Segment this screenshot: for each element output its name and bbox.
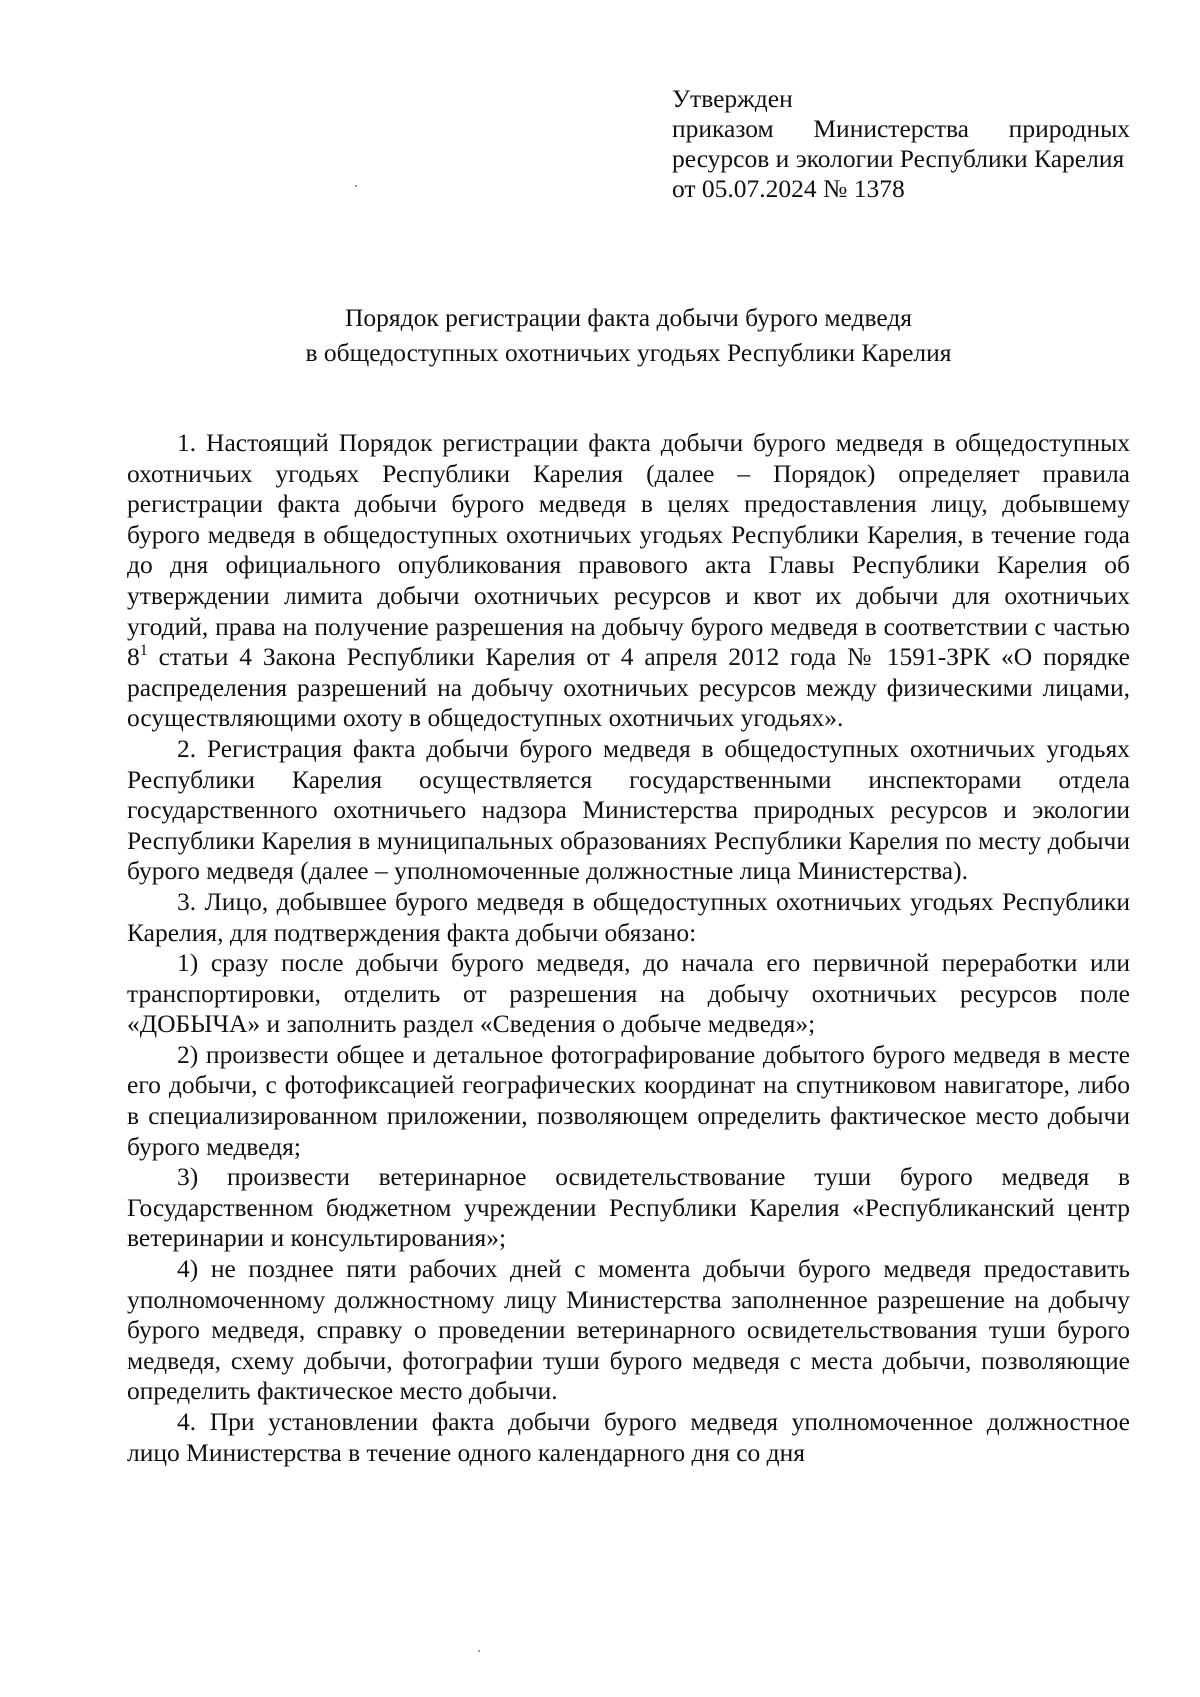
scan-speck [478, 1650, 480, 1652]
paragraph-1-text-continued: статьи 4 Закона Республики Карелия от 4 апреля 2012 года № 1591-ЗРК «О порядке распределения разрешений на добычу охотничьих ресурсов между физическими лицами, осуществляющими охоту в общедоступных охотничьих угодьях». [127, 642, 1130, 733]
paragraph-3-item-4: 4) не позднее пяти рабочих дней с момента добычи бурого медведя предоставить уполномоченному должностному лицу Министерства заполненное разрешение на добычу бурого медведя, справку о проведении ветеринарного освидетельствования туши бурого медведя, схему добычи, фотографии туши бурого медведя с места добычи, позволяющие определить фактическое место добычи. [127, 1254, 1130, 1406]
paragraph-3-item-3: 3) произвести ветеринарное освидетельствование туши бурого медведя в Государственном бюджетном учреждении Республики Карелия «Республиканский центр ветеринарии и консультирования»; [127, 1162, 1130, 1253]
document-title [127, 300, 1130, 370]
document-body [127, 428, 1130, 1468]
title-line-1: Порядок регистрации факта добычи бурого медведя [344, 303, 913, 332]
approval-order-line: приказом Министерства природных [672, 114, 1130, 143]
paragraph-2: 2. Регистрация факта добычи бурого медведя в общедоступных охотничьих угодьях Республики Карелия осуществляется государственными инспекторами отдела государственного охотничьего надзора Министерства природных ресурсов и экологии Республики Карелия в муниципальных образованиях Республики Карелия по месту добычи бурого медведя (далее – уполномоченные должностные лица Министерства). [127, 733, 1130, 886]
scan-speck [355, 185, 357, 187]
approval-heading: Утвержден [672, 84, 793, 113]
paragraph-3: 3. Лицо, добывшее бурого медведя в общедоступных охотничьих угодьях Республики Карелия, для подтверждения факта добычи обязано: [127, 886, 1130, 947]
paragraph-1-superscript: 1 [139, 642, 148, 660]
approval-date-number: от 05.07.2024 № 1378 [672, 174, 905, 203]
paragraph-4: 4. При установлении факта добычи бурого медведя уполномоченное должностное лицо Министерства в течение одного календарного дня со дня [127, 1407, 1130, 1467]
paragraph-1 [127, 428, 1130, 734]
title-line-2: в общедоступных охотничьих угодьях Республики Карелия [305, 338, 952, 367]
approval-ministry-line: ресурсов и экологии Республики Карелия [672, 144, 1125, 173]
paragraph-3-item-1: 1) сразу после добычи бурого медведя, до начала его первичной переработки или транспортировки, отделить от разрешения на добычу охотничьих ресурсов поле «ДОБЫЧА» и заполнить раздел «Сведения о добыче медведя»; [127, 948, 1130, 1039]
paragraph-1-text: 1. Настоящий Порядок регистрации факта добычи бурого медведя в общедоступных охотничьих угодьях Республики Карелия (далее – Порядок) определяет правила регистрации факта добычи бурого медведя в целях предоставления лицу, добывшему бурого медведя в общедоступных охотничьих угодьях Республики Карелия, в течение года до дня официального опубликования правового акта Главы Республики Карелия об утверждении лимита добычи охотничьих ресурсов и квот их добычи для охотничьих угодий, права на получение разрешения на добычу бурого медведя в соответствии с частью 8 [127, 428, 1130, 672]
paragraph-3-item-2: 2) произвести общее и детальное фотографирование добытого бурого медведя в месте его добычи, с фотофиксацией географических координат на спутниковом навигаторе, либо в специализированном приложении, позволяющем определить фактическое место добычи бурого медведя; [127, 1039, 1130, 1161]
approval-stamp [672, 84, 1130, 204]
